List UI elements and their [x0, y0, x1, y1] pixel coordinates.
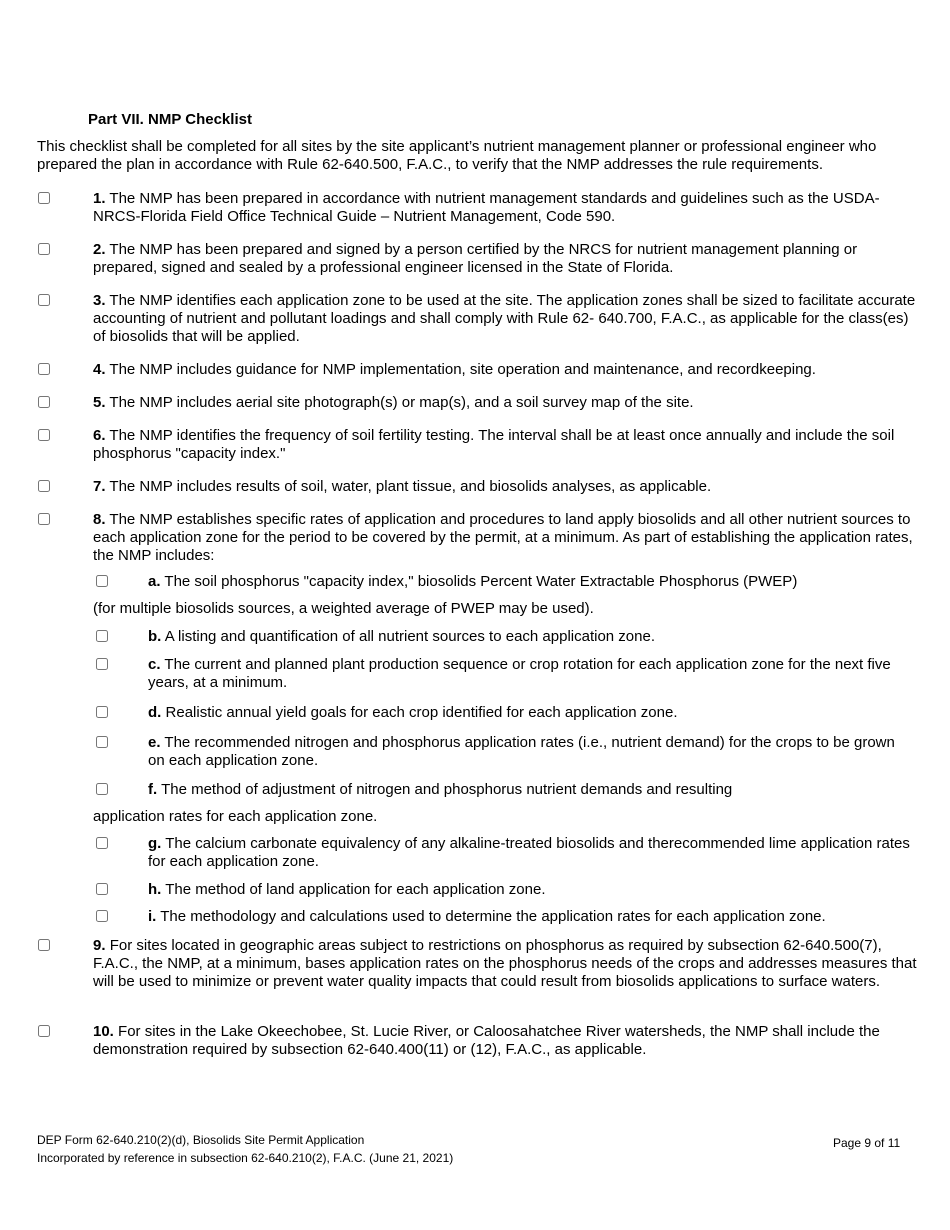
subitem-c — [93, 656, 913, 692]
checkbox-item-8[interactable] — [38, 513, 50, 525]
subitem-a-continuation: (for multiple biosolids sources, a weighted average of PWEP may be used). — [93, 600, 594, 617]
item-number: 7. — [93, 478, 106, 495]
checkbox-item-2[interactable] — [38, 243, 50, 255]
footer-form-info — [37, 1131, 453, 1167]
subitem-text: The recommended nitrogen and phosphorus application rates (i.e., nutrient demand) for the crops to be grown on each application zone. — [148, 734, 895, 769]
checkbox-subitem-h[interactable] — [96, 883, 108, 895]
checkbox-item-1[interactable] — [38, 192, 50, 204]
subitem-f-continuation: application rates for each application zone. — [93, 808, 378, 825]
checkbox-subitem-e[interactable] — [96, 736, 108, 748]
subitem-letter: a. — [148, 573, 161, 590]
subitem-f — [93, 781, 913, 799]
checkbox-subitem-d[interactable] — [96, 706, 108, 718]
subitem-letter: i. — [148, 908, 157, 925]
item-text: The NMP includes guidance for NMP implementation, site operation and maintenance, and recordkeeping. — [109, 361, 816, 378]
checkbox-item-9[interactable] — [38, 939, 50, 951]
checkbox-subitem-a[interactable] — [96, 575, 108, 587]
item-text: The NMP identifies the frequency of soil fertility testing. The interval shall be at least once annually and include the soil phosphorus "capacity index." — [93, 427, 895, 462]
subitem-letter: d. — [148, 704, 162, 721]
subitem-h — [93, 881, 913, 899]
item-number: 6. — [93, 427, 106, 444]
subitem-a — [93, 573, 913, 591]
page-number: Page 9 of 11 — [833, 1136, 901, 1150]
subitem-letter: f. — [148, 781, 158, 798]
subitem-letter: g. — [148, 835, 162, 852]
subitem-letter: e. — [148, 734, 161, 751]
item-number: 3. — [93, 292, 106, 309]
checkbox-item-7[interactable] — [38, 480, 50, 492]
checkbox-subitem-i[interactable] — [96, 910, 108, 922]
item-text: The NMP establishes specific rates of application and procedures to land apply biosolids and all other nutrient sources to each application zone for the period to be covered by the permit, at a minimum. As part of establishing the application rates, the NMP includes: — [93, 511, 913, 564]
subitem-b — [93, 628, 913, 646]
item-number: 4. — [93, 361, 106, 378]
footer-incorporated: Incorporated by reference in subsection 62-640.210(2), F.A.C. (June 21, 2021) — [37, 1151, 454, 1165]
item-text: The NMP has been prepared and signed by a person certified by the NRCS for nutrient management planning or prepared, signed and sealed by a professional engineer licensed in the State of Florida. — [93, 241, 858, 276]
subitem-letter: c. — [148, 656, 161, 673]
subitem-letter: b. — [148, 628, 162, 645]
item-text: For sites in the Lake Okeechobee, St. Lucie River, or Caloosahatchee River watersheds, the NMP shall include the demonstration required by subsection 62-640.400(11) or (12), F.A.C., as applicable. — [93, 1023, 880, 1058]
subitem-i — [93, 908, 913, 926]
item-text: The NMP includes aerial site photograph(s) or map(s), and a soil survey map of the site. — [109, 394, 694, 411]
checkbox-subitem-g[interactable] — [96, 837, 108, 849]
checkbox-subitem-c[interactable] — [96, 658, 108, 670]
item-number: 5. — [93, 394, 106, 411]
subitem-text: Realistic annual yield goals for each crop identified for each application zone. — [165, 704, 678, 721]
item-text: The NMP has been prepared in accordance with nutrient management standards and guidelines such as the USDA-NRCS-Florida Field Office Technical Guide – Nutrient Management, Code 590. — [93, 190, 880, 225]
subitem-d — [93, 704, 913, 722]
subitem-letter: h. — [148, 881, 162, 898]
intro-paragraph: This checklist shall be completed for all sites by the site applicant’s nutrient management planner or professional engineer who prepared the plan in accordance with Rule 62-640.500, F.A.C., to verify that the NMP addresses the rule requirements. — [37, 138, 877, 173]
checkbox-item-5[interactable] — [38, 396, 50, 408]
footer-form-name: DEP Form 62-640.210(2)(d), Biosolids Site Permit Application — [37, 1133, 365, 1147]
subitem-text: The methodology and calculations used to determine the application rates for each application zone. — [160, 908, 826, 925]
checkbox-subitem-f[interactable] — [96, 783, 108, 795]
subitem-text: The current and planned plant production sequence or crop rotation for each application zone for the next five years, at a minimum. — [148, 656, 891, 691]
subitem-text: The calcium carbonate equivalency of any alkaline-treated biosolids and therecommended lime application rates for each application zone. — [148, 835, 910, 870]
subitem-e — [93, 734, 913, 770]
subitem-text: The soil phosphorus "capacity index," biosolids Percent Water Extractable Phosphorus (PWEP) — [164, 573, 798, 590]
item-text: The NMP identifies each application zone to be used at the site. The application zones shall be sized to facilitate accurate accounting of nutrient and pollutant loadings and shall comply with Rule 62- 640.700, F.A.C., as applicable for the class(es) of biosolids that will be applied. — [93, 292, 916, 345]
item-number: 2. — [93, 241, 106, 258]
item-text: The NMP includes results of soil, water, plant tissue, and biosolids analyses, as applicable. — [109, 478, 712, 495]
subitem-text: The method of adjustment of nitrogen and phosphorus nutrient demands and resulting — [161, 781, 733, 798]
subitem-g — [93, 835, 913, 871]
subitem-text: A listing and quantification of all nutrient sources to each application zone. — [164, 628, 655, 645]
item-number: 8. — [93, 511, 106, 528]
checkbox-item-3[interactable] — [38, 294, 50, 306]
item-number: 10. — [93, 1023, 114, 1040]
page-title: Part VII. NMP Checklist — [88, 111, 252, 128]
checkbox-item-10[interactable] — [38, 1025, 50, 1037]
checkbox-item-4[interactable] — [38, 363, 50, 375]
item-number: 9. — [93, 937, 106, 954]
checkbox-subitem-b[interactable] — [96, 630, 108, 642]
checkbox-item-6[interactable] — [38, 429, 50, 441]
item-text: For sites located in geographic areas subject to restrictions on phosphorus as required by subsection 62-640.500(7), F.A.C., the NMP, at a minimum, bases application rates on the phosphorus needs of the crops and addresses measures that will be used to minimize or prevent water quality impacts that could result from biosolids applications to surface waters. — [93, 937, 917, 990]
item-number: 1. — [93, 190, 106, 207]
subitem-text: The method of land application for each application zone. — [165, 881, 546, 898]
